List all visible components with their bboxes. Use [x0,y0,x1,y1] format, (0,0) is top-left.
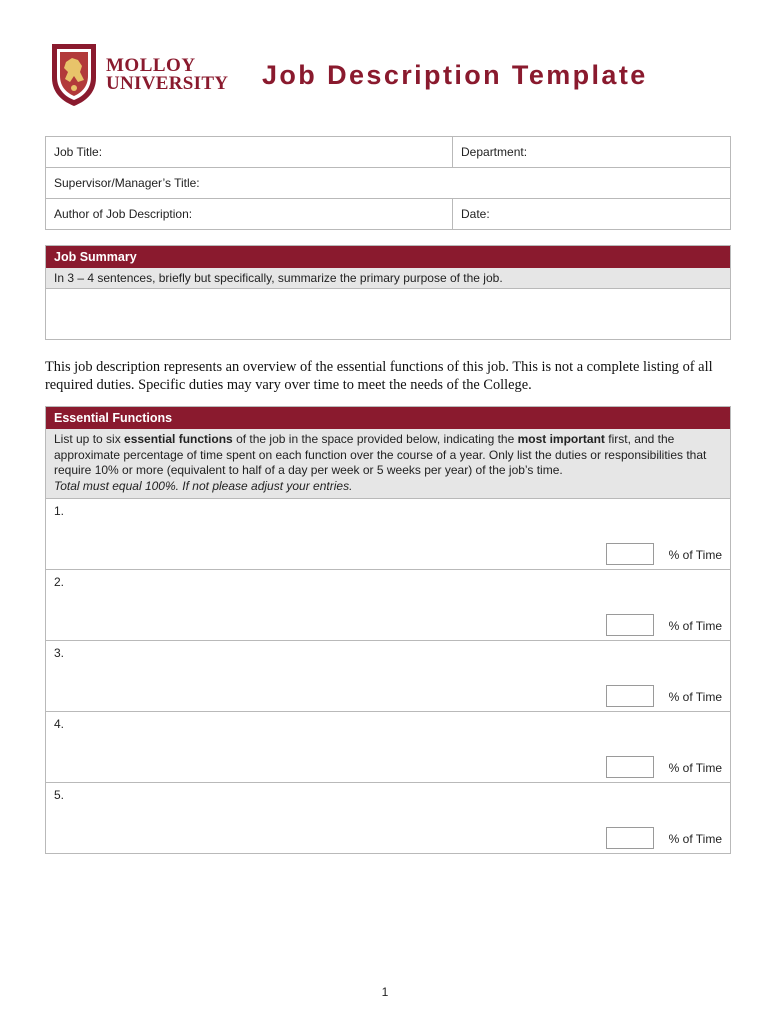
function-number: 1. [54,504,65,518]
percent-time-label: % of Time [668,548,722,562]
date-field[interactable] [453,199,731,230]
percent-time-input[interactable] [606,614,654,636]
author-field[interactable] [46,199,453,230]
percent-time-label: % of Time [668,690,722,704]
function-row[interactable] [46,640,730,711]
percent-time-label: % of Time [668,761,722,775]
job-summary-input[interactable] [46,289,730,333]
instructions-bold-1: essential functions [124,432,233,446]
job-title-label: Job Title: [54,145,103,159]
university-logo [50,42,228,108]
supervisor-field[interactable] [46,168,731,199]
job-summary-section [45,245,731,340]
author-label: Author of Job Description: [54,207,193,221]
logo-line-1: MOLLOY [106,55,196,76]
function-number: 5. [54,788,65,802]
function-number: 4. [54,717,65,731]
date-label: Date: [461,207,490,221]
instructions-text-1: List up to six [54,432,125,446]
percent-time-input[interactable] [606,827,654,849]
percent-time-label: % of Time [668,832,722,846]
document-title: Job Description Template [262,60,648,90]
function-list [46,499,730,853]
instructions-italic: Total must equal 100%. If not please adjust your entries. [54,478,353,493]
percent-time-label: % of Time [668,619,722,633]
function-number: 3. [54,646,65,660]
instructions-text-3: first, and the approximate percentage of time spent on each function over the course of a year. Only list the duties or responsibilities that require 10% or more (equivalent to half of a day per week or 5 weeks per year) of the job’s time. [54,432,707,477]
percent-time-input[interactable] [606,543,654,565]
percent-time-input[interactable] [606,756,654,778]
function-row[interactable] [46,711,730,782]
job-info-table [45,136,731,230]
essential-functions-instructions [46,429,730,499]
percent-time-input[interactable] [606,685,654,707]
job-title-field[interactable] [46,137,453,168]
logo-wordmark [106,57,228,93]
function-row[interactable] [46,569,730,640]
job-summary-instructions: In 3 – 4 sentences, briefly but specifically, summarize the primary purpose of the job. [46,268,730,289]
supervisor-label: Supervisor/Manager’s Title: [54,176,200,190]
function-row[interactable] [46,782,730,853]
department-label: Department: [461,145,528,159]
essential-functions-section [45,406,731,854]
page-number: 1 [381,985,389,999]
crest-icon [50,42,98,108]
function-row[interactable] [46,499,730,569]
job-summary-heading: Job Summary [46,246,730,268]
function-number: 2. [54,575,65,589]
department-field[interactable] [453,137,731,168]
document-header [50,42,730,112]
essential-functions-heading: Essential Functions [46,407,730,429]
instructions-bold-2: most important [517,432,605,446]
instructions-text-2: of the job in the space provided below, indicating the [232,432,518,446]
logo-line-2: UNIVERSITY [106,73,229,94]
overview-paragraph: This job description represents an overview of the essential functions of this job. This is not a complete listing of all required duties. Specific duties may vary over time to meet the needs of the College. [45,359,713,393]
